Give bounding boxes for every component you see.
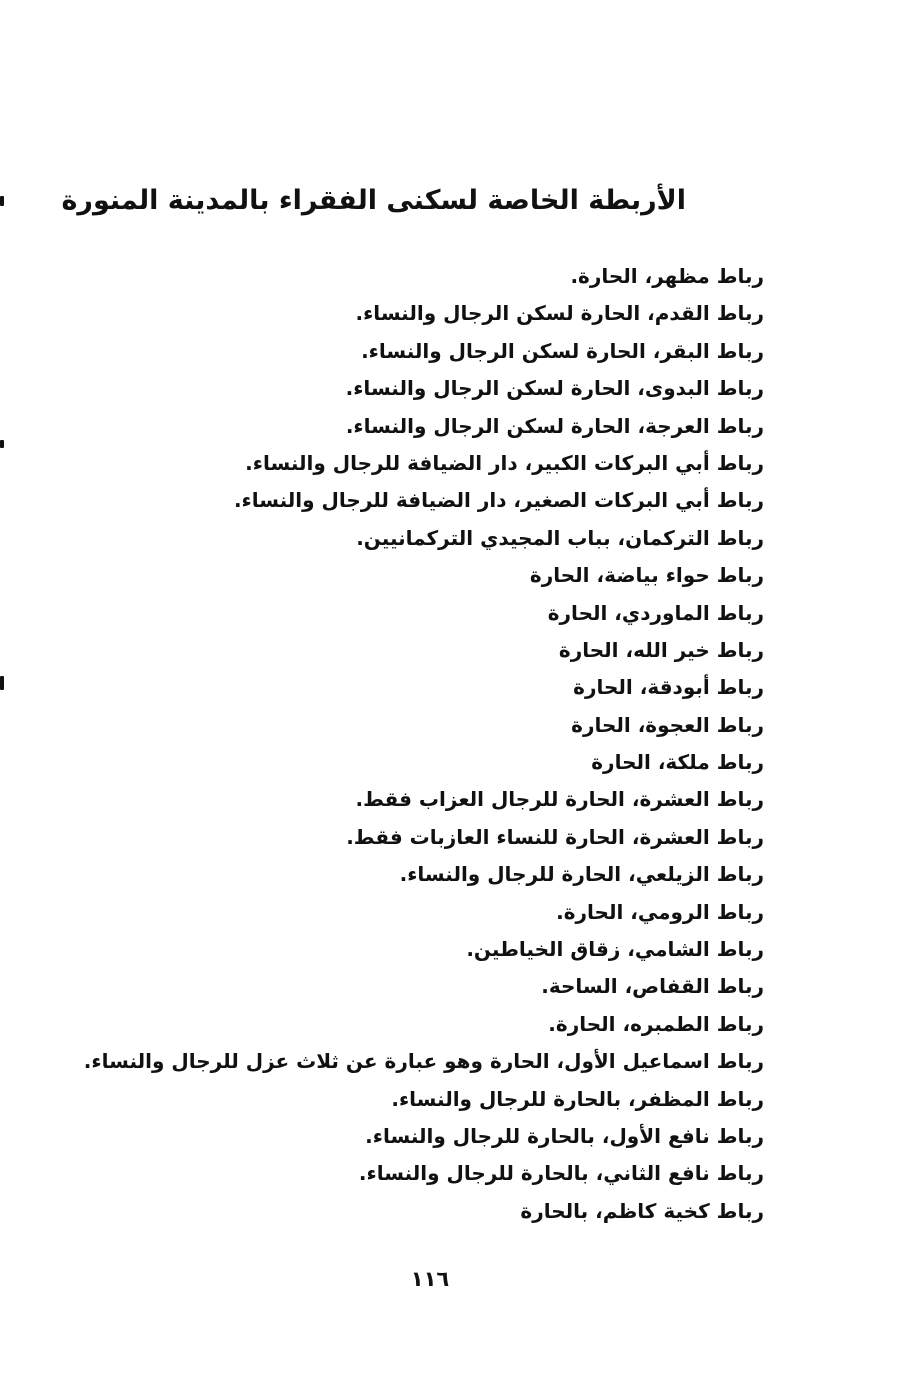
list-item: رباط أبي البركات الصغير، دار الضيافة للرجال والنساء. bbox=[233, 488, 764, 513]
list-item: رباط الماوردي، الحارة bbox=[547, 600, 764, 625]
list-item: رباط العشرة، الحارة للنساء العازبات فقط. bbox=[346, 824, 764, 849]
left-margin-mark bbox=[0, 676, 4, 690]
left-margin-mark bbox=[0, 196, 4, 206]
list-item: رباط مظهر، الحارة. bbox=[570, 264, 764, 288]
list-item: رباط ملكة، الحارة bbox=[591, 750, 764, 775]
list-item: رباط الطمبره، الحارة. bbox=[548, 1011, 764, 1036]
list-item: رباط البدوى، الحارة لسكن الرجال والنساء. bbox=[345, 376, 764, 401]
list-item: رباط نافع الأول، بالحارة للرجال والنساء. bbox=[365, 1123, 764, 1148]
list-item: رباط نافع الثاني، بالحارة للرجال والنساء. bbox=[358, 1161, 764, 1186]
ribat-list bbox=[83, 258, 764, 1230]
list-item: رباط أبي البركات الكبير، دار الضيافة للرجال والنساء. bbox=[245, 450, 764, 475]
list-item: رباط القفاص، الساحة. bbox=[541, 974, 764, 999]
list-item: رباط القدم، الحارة لسكن الرجال والنساء. bbox=[355, 301, 764, 326]
list-item: رباط الرومي، الحارة. bbox=[556, 899, 764, 924]
list-item: رباط الشامي، زقاق الخياطين. bbox=[466, 937, 764, 962]
list-item: رباط التركمان، بباب المجيدي التركمانيين. bbox=[356, 525, 764, 550]
list-item: رباط العجوة، الحارة bbox=[571, 712, 764, 737]
list-item: رباط البقر، الحارة لسكن الرجال والنساء. bbox=[361, 338, 764, 363]
list-item: رباط العشرة، الحارة للرجال العزاب فقط. bbox=[355, 787, 764, 812]
list-item: رباط اسماعيل الأول، الحارة وهو عبارة عن ثلاث عزل للرجال والنساء. bbox=[83, 1049, 764, 1074]
list-item: رباط أبودقة، الحارة bbox=[573, 675, 764, 700]
list-item: رباط كخية كاظم، بالحارة bbox=[520, 1198, 764, 1223]
left-margin-mark bbox=[0, 440, 4, 448]
list-item: رباط خير الله، الحارة bbox=[558, 637, 764, 662]
list-item: رباط المظفر، بالحارة للرجال والنساء. bbox=[391, 1086, 764, 1111]
page-title: الأربطة الخاصة لسكنى الفقراء بالمدينة المنورة bbox=[61, 185, 686, 216]
page-number: ١١٦ bbox=[410, 1267, 450, 1291]
list-item: رباط العرجة، الحارة لسكن الرجال والنساء. bbox=[345, 413, 764, 438]
list-item: رباط الزيلعي، الحارة للرجال والنساء. bbox=[399, 862, 764, 887]
list-item: رباط حواء بياضة، الحارة bbox=[529, 563, 764, 588]
